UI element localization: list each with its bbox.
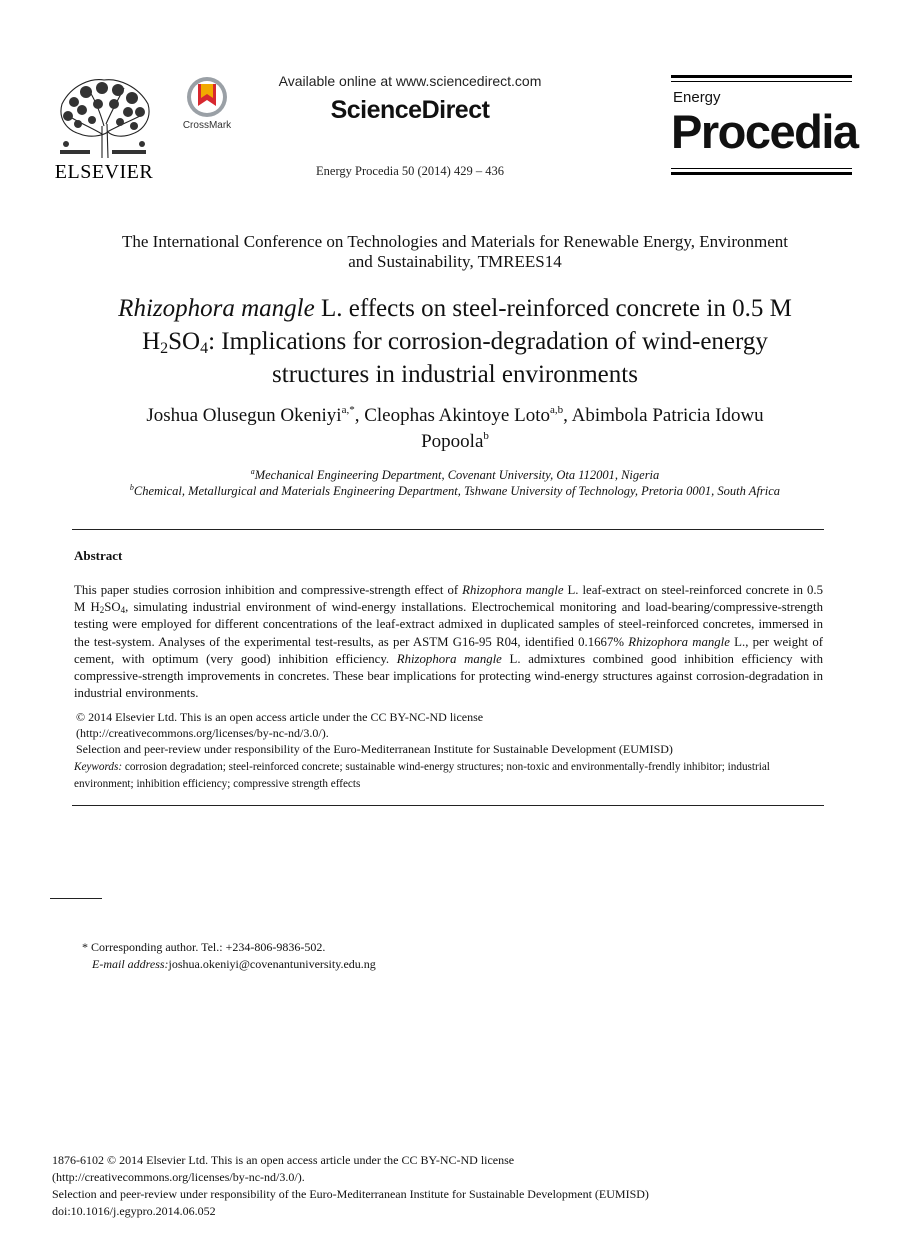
journal-citation: Energy Procedia 50 (2014) 429 – 436 (316, 164, 504, 178)
footer-license-link[interactable]: (http://creativecommons.org/licenses/by-nc-nd/3.0/). (52, 1170, 305, 1184)
footnote-rule (50, 898, 102, 899)
keywords: Keywords: corrosion degradation; steel-reinforced concrete; sustainable wind-energy structures; non-toxic and environmentally-frendly inhibitor; industrial environment; inhibition efficiency; compressive strength effects (74, 761, 770, 790)
abstract-heading: Abstract (74, 548, 123, 563)
journal-large-title: Procedia (671, 105, 858, 158)
publication-footer: 1876-6102 © 2014 Elsevier Ltd. This is an open access article under the CC BY-NC-ND license (http://creativecommons.org/licenses/by-nc-nd/3.0/). Selection and peer-review under responsibility of the Euro-Mediterranean Institute for Sustainable Development (EUMISD) doi:10.1016/j.egypro.2014.06.052 (52, 1152, 872, 1220)
divider-top (72, 529, 824, 530)
author-list: Joshua Olusegun Okeniyi$^{a,*}$, Cleophas Akintoye Loto$^{a,b}$, Abimbola Patricia Idowu Popoola$^b$ (146, 404, 764, 452)
copyright-line: © 2014 Elsevier Ltd. This is an open access article under the CC BY-NC-ND license (76, 710, 484, 724)
author-email[interactable]: joshua.okeniyi@covenantuniversity.edu.ng (168, 957, 376, 971)
license-link[interactable]: (http://creativecommons.org/licenses/by-nc-nd/3.0/). (76, 726, 329, 740)
energy-procedia-logo (671, 75, 858, 177)
available-online-text: Available online at www.sciencedirect.com (278, 73, 542, 89)
corresponding-author-note: * Corresponding author. Tel.: +234-806-9836-502. E-mail address:joshua.okeniyi@covenantuniversity.edu.ng (82, 940, 376, 971)
conference-name: The International Conference on Technologies and Materials for Renewable Energy, Environment and Sustainability, TMREES14 (122, 232, 788, 271)
abstract-text: This paper studies corrosion inhibition and compressive-strength effect of Rhizophora mangle L. leaf-extract on steel-reinforced concrete in 0.5 M $H_2SO_4$, simulating industrial environment of wind-energy installations. Electrochemical monitoring and load-bearing/compressive-strength testing were employed for different concentrations of the leaf-extract admixed in duplicated samples of steel-reinforced concretes, immersed in the test-system. Analyses of the experimental test-results, as per ASTM G16-95 R04, identified 0.1667% Rhizophora mangle L., per weight of cement, with optimum (very good) inhibition efficiency. Rhizophora mangle L. admixtures combined good inhibition efficiency with compressive-strength improvements in concretes. These bear implications for protecting wind-energy structures against corrosion-degradation in industrial environments. (74, 583, 823, 701)
sciencedirect-wordmark: ScienceDirect (330, 96, 490, 124)
publisher-name: ELSEVIER (54, 161, 154, 183)
doi[interactable]: doi:10.1016/j.egypro.2014.06.052 (52, 1204, 216, 1218)
affiliations: $^a$Mechanical Engineering Department, Covenant University, Ota 112001, Nigeria $^b$Chemical, Metallurgical and Materials Engineering Department, Tshwane University of Technology, Pretoria 0001, South Africa (129, 467, 781, 498)
journal-small-title: Energy (673, 89, 721, 106)
divider-bottom (72, 805, 824, 806)
peer-review-line: Selection and peer-review under responsibility of the Euro-Mediterranean Institute for Sustainable Development (EUMISD) (76, 742, 673, 756)
crossmark-label: CrossMark (182, 120, 232, 131)
paper-title: Rhizophora mangle L. effects on steel-reinforced concrete in 0.5 M $H_2SO_4$: Implications for corrosion-degradation of wind-energy structures in industrial environments (118, 295, 792, 388)
